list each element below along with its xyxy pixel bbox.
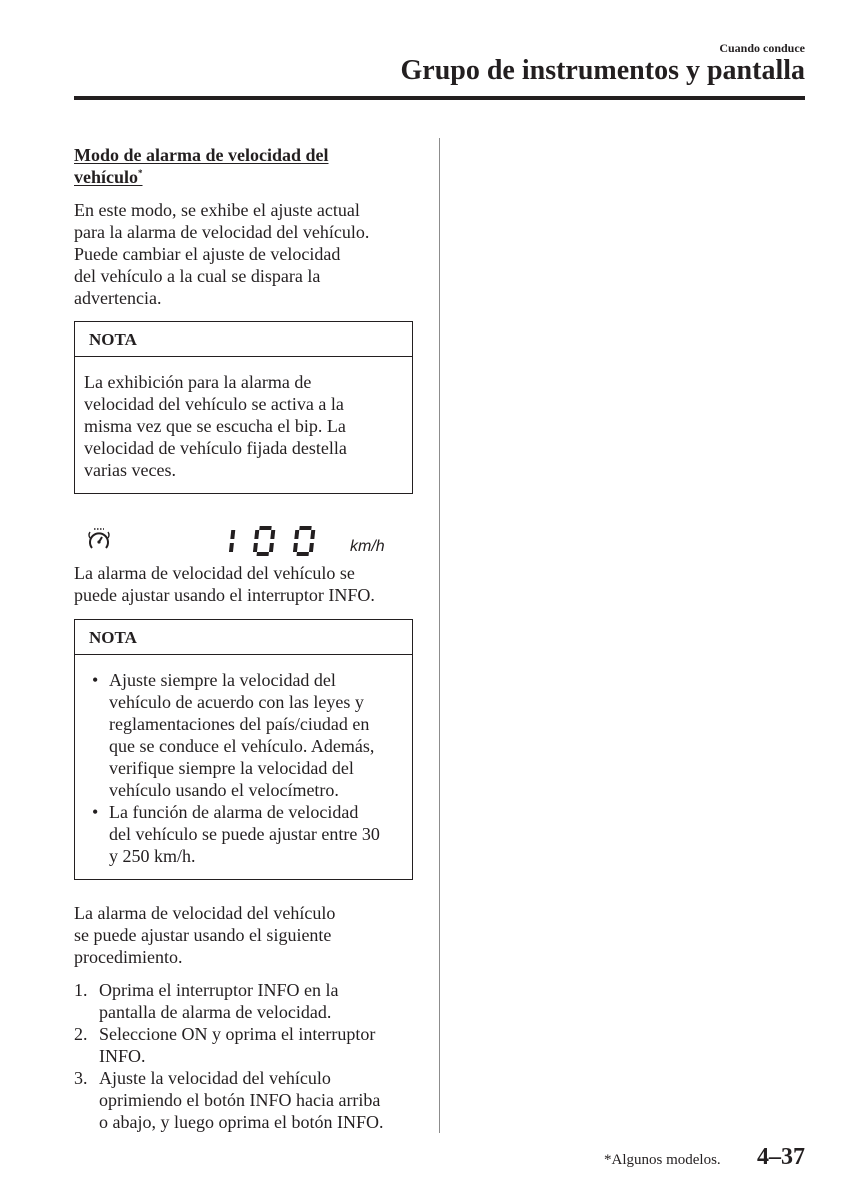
digit-segment: [253, 543, 258, 552]
section-heading: [74, 144, 374, 188]
section-heading-text: Modo de alarma de velocidad del vehículo: [74, 145, 329, 187]
note-box-body: La exhibición para la alarma de velocidad del vehículo se activa a la misma vez que se escucha el bip. La velocidad de vehículo fijada destella varias veces.: [84, 372, 347, 480]
digit-segment: [259, 526, 271, 530]
procedure-steps: [74, 979, 416, 1133]
note-bullet-text: La función de alarma de velocidad del vehículo se puede ajustar entre 30 y 250 km/h.: [109, 802, 380, 866]
digit-segment: [230, 530, 235, 539]
step-text: Ajuste la velocidad del vehículo oprimiendo el botón INFO hacia arriba o abajo, y luego oprima el botón INFO.: [99, 1068, 384, 1132]
bullet-glyph: •: [92, 670, 99, 690]
note-bullet-text: Ajuste siempre la velocidad del vehículo de acuerdo con las leyes y reglamentaciones del país/ciudad en que se conduce el vehículo. Además, verifique siempre la velocidad del vehículo usando el velocímetro.: [109, 670, 375, 800]
bullet-glyph: •: [92, 802, 99, 822]
note-bullet: [89, 801, 406, 867]
note-bullet-list: [75, 655, 412, 867]
digit-segment: [293, 543, 298, 552]
note-box-display: [74, 321, 413, 494]
footer-note: *Algunos modelos.: [604, 1152, 721, 1168]
digit-segment: [269, 543, 274, 552]
note-box-title: NOTA: [75, 620, 412, 655]
digit-segment: [257, 552, 269, 556]
step-text: Seleccione ON y oprima el interruptor INFO.: [99, 1024, 376, 1066]
procedure-step: [74, 1067, 416, 1133]
digit-segment: [310, 530, 315, 539]
digit-segment: [297, 552, 309, 556]
model-availability-marker: *: [138, 168, 143, 178]
procedure-intro: La alarma de velocidad del vehículo se puede ajustar usando el siguiente procedimiento.: [74, 903, 336, 967]
page-number: 4–37: [757, 1144, 805, 1170]
step-number: 1.: [74, 980, 88, 1000]
speed-digits: [214, 523, 334, 564]
digit-segment: [294, 530, 299, 539]
page-title: Grupo de instrumentos y pantalla: [400, 55, 805, 86]
step-number: 2.: [74, 1024, 88, 1044]
note-bullet: [89, 669, 406, 801]
step-number: 3.: [74, 1068, 88, 1088]
step-text: Oprima el interruptor INFO en la pantalla de alarma de velocidad.: [99, 980, 339, 1022]
intro-paragraph: En este modo, se exhibe el ajuste actual para la alarma de velocidad del vehículo. Puede cambiar el ajuste de velocidad del vehículo a la cual se dispara la advertencia.: [74, 200, 370, 308]
digit-segment: [229, 543, 234, 552]
procedure-step: [74, 1023, 416, 1067]
header-rule: [74, 96, 805, 100]
header-section-label: Cuando conduce: [719, 41, 805, 55]
info-switch-paragraph: La alarma de velocidad del vehículo se puede ajustar usando el interruptor INFO.: [74, 563, 375, 605]
column-divider: [439, 138, 440, 1133]
speed-alarm-display: [74, 520, 416, 564]
note-box-title: NOTA: [75, 322, 412, 357]
speed-alarm-icon: [86, 526, 112, 557]
speed-unit: km/h: [350, 538, 385, 555]
digit-segment: [309, 543, 314, 552]
digit-segment: [254, 530, 259, 539]
procedure-step: [74, 979, 416, 1023]
digit-segment: [299, 526, 311, 530]
note-box-legal: [74, 619, 413, 880]
digit-segment: [270, 530, 275, 539]
